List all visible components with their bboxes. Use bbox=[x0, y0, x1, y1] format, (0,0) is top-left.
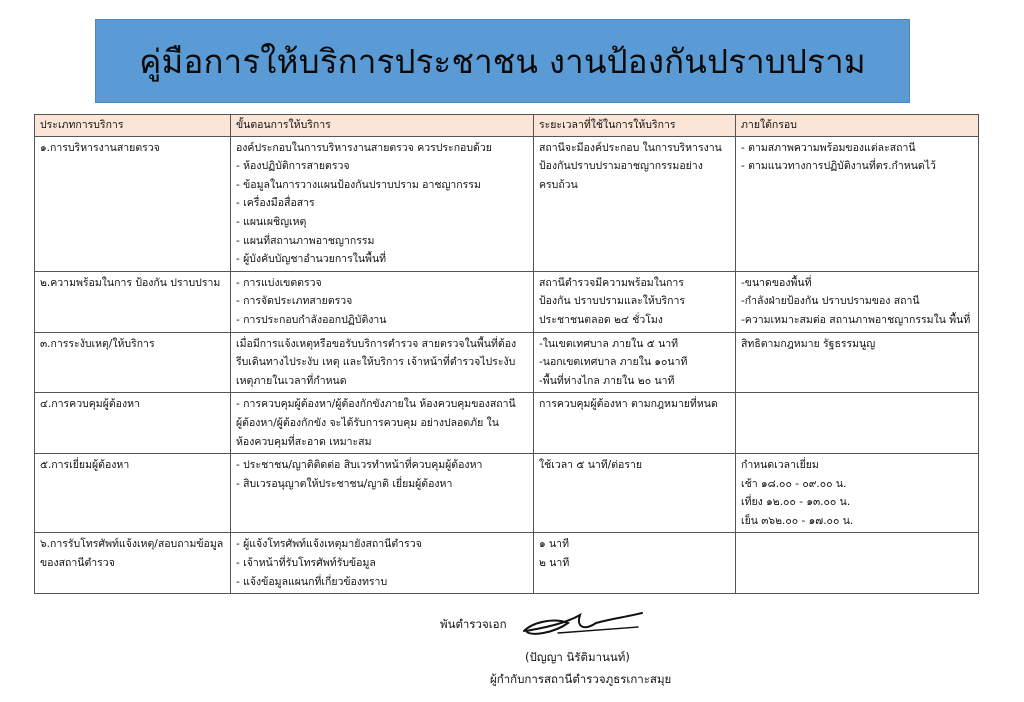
cell-text-line: -นอกเขตเทศบาล ภายใน ๑๐นาที bbox=[539, 356, 688, 369]
cell-text-line: ผู้ต้องหา/ผู้ต้องกักขัง จะได้รับการควบคุม อย่างปลอดภัย ใน bbox=[236, 416, 499, 429]
cell-text-line: - ผู้แจ้งโทรศัพท์แจ้งเหตุมายังสถานีตำรวจ bbox=[236, 538, 422, 551]
cell-text-line: สถานีจะมีองค์ประกอบ ในการบริหารงาน bbox=[539, 141, 722, 154]
cell-text-line: - สิบเวรอนุญาตให้ประชาชน/ญาติ เยี่ยมผู้ต้องหา bbox=[236, 477, 453, 490]
cell-text-line: -กำลังฝ่ายป้องกัน ปราบปรามของ สถานี bbox=[741, 295, 920, 308]
cell-text-line: เย็น ๓๖๒.๐๐ - ๑๗.๐๐ น. bbox=[741, 514, 854, 527]
cell-text-line: เช้า ๑๘.๐๐ - ๐๙.๐๐ น. bbox=[741, 477, 847, 490]
cell-text-line: ๒.ความพร้อมในการ ป้องกัน ปราบปราม bbox=[40, 276, 221, 289]
cell-text-line: - แจ้งข้อมูลแผนกที่เกี่ยวข้องทราบ bbox=[236, 575, 388, 588]
cell-service-time bbox=[534, 271, 736, 332]
cell-framework bbox=[736, 271, 979, 332]
header-service-time: ระยะเวลาที่ใช้ในการให้บริการ bbox=[534, 115, 736, 137]
cell-text-line: องค์ประกอบในการบริหารงานสายตรวจ ควรประกอบด้วย bbox=[236, 141, 492, 154]
cell-text-line: - ตามสภาพความพร้อมของแต่ละสถานี bbox=[741, 141, 916, 154]
cell-service-time bbox=[534, 332, 736, 393]
header-service-steps: ขั้นตอนการให้บริการ bbox=[231, 115, 534, 137]
cell-text-line: ใช้เวลา ๕ นาที/ต่อราย bbox=[539, 459, 643, 472]
cell-text-line: - การแบ่งเขตตรวจ bbox=[236, 276, 322, 289]
cell-text-line: ป้องกันปราบปรามอาชญากรรมอย่าง bbox=[539, 160, 703, 173]
cell-framework bbox=[736, 533, 979, 594]
header-framework: ภายใต้กรอบ bbox=[736, 115, 979, 137]
table-row bbox=[35, 271, 979, 332]
header-service-type: ประเภทการบริการ bbox=[35, 115, 231, 137]
table-row bbox=[35, 454, 979, 533]
cell-text-line: -ขนาดของพื้นที่ bbox=[741, 276, 812, 289]
cell-service-type bbox=[35, 332, 231, 393]
cell-text-line: ของสถานีตำรวจ bbox=[40, 557, 115, 570]
cell-service-type bbox=[35, 136, 231, 271]
cell-text-line: สถานีตำรวจมีความพร้อมในการ bbox=[539, 276, 684, 289]
cell-service-steps bbox=[231, 271, 534, 332]
handwritten-signature bbox=[518, 603, 648, 639]
cell-text-line: กำหนดเวลาเยี่ยม bbox=[741, 459, 819, 472]
cell-text-line: ๒ นาที bbox=[539, 557, 570, 570]
cell-text-line: - แผนที่สถานภาพอาชญากรรม bbox=[236, 234, 375, 247]
signature-name: (ปัญญา นิรัติมานนท์) bbox=[525, 650, 630, 664]
cell-text-line: -ในเขตเทศบาล ภายใน ๕ นาที bbox=[539, 337, 679, 350]
cell-text-line: ป้องกัน ปราบปรามและให้บริการ bbox=[539, 295, 686, 308]
cell-service-time bbox=[534, 136, 736, 271]
cell-service-type bbox=[35, 271, 231, 332]
cell-text-line: - ข้อมูลในการวางแผนป้องกันปราบปราม อาชญากรรม bbox=[236, 178, 481, 191]
cell-text-line: - ประชาชน/ญาติติดต่อ สิบเวรทำหน้าที่ควบคุมผู้ต้องหา bbox=[236, 459, 483, 472]
cell-framework bbox=[736, 332, 979, 393]
cell-service-steps bbox=[231, 533, 534, 594]
cell-text-line: - แผนเผชิญเหตุ bbox=[236, 215, 307, 228]
cell-text-line: - เครื่องมือสื่อสาร bbox=[236, 197, 315, 210]
cell-text-line: สิทธิตามกฎหมาย รัฐธรรมนูญ bbox=[741, 337, 876, 350]
cell-text-line: ๖.การรับโทรศัพท์แจ้งเหตุ/สอบถามข้อมูล bbox=[40, 538, 224, 551]
table-row bbox=[35, 136, 979, 271]
cell-text-line: ห้องควบคุมที่สะอาด เหมาะสม bbox=[236, 435, 372, 448]
cell-text-line: ประชาชนตลอด ๒๔ ชั่วโมง bbox=[539, 313, 663, 326]
cell-text-line: -ความเหมาะสมต่อ สถานภาพอาชญากรรมใน พื้นที่ bbox=[741, 313, 971, 326]
title-banner bbox=[95, 19, 910, 103]
cell-text-line: เที่ยง ๑๒.๐๐ - ๑๓.๐๐ น. bbox=[741, 496, 851, 509]
cell-text-line: ๑ นาที bbox=[539, 538, 569, 551]
cell-service-type bbox=[35, 454, 231, 533]
table-body bbox=[35, 136, 979, 594]
service-table bbox=[34, 114, 979, 594]
cell-text-line: - การจัดประเภทสายตรวจ bbox=[236, 295, 353, 308]
cell-text-line: เหตุภายในเวลาที่กำหนด bbox=[236, 374, 347, 387]
page-title: คู่มือการให้บริการประชาชน งานป้องกันปราบปราม bbox=[139, 41, 866, 81]
cell-service-steps bbox=[231, 332, 534, 393]
cell-text-line: ๑.การบริหารงานสายตรวจ bbox=[40, 141, 160, 154]
cell-framework bbox=[736, 393, 979, 454]
cell-text-line: - การควบคุมผู้ต้องหา/ผู้ต้องกักขังภายใน ห้องควบคุมของสถานี bbox=[236, 398, 516, 411]
table-row bbox=[35, 393, 979, 454]
cell-service-steps bbox=[231, 393, 534, 454]
cell-service-type bbox=[35, 533, 231, 594]
cell-text-line: ๓.การระงับเหตุ/ให้บริการ bbox=[40, 337, 155, 350]
cell-service-time bbox=[534, 533, 736, 594]
cell-text-line: - ตามแนวทางการปฏิบัติงานที่ตร.กำหนดไว้ bbox=[741, 160, 936, 173]
cell-framework bbox=[736, 136, 979, 271]
cell-service-steps bbox=[231, 454, 534, 533]
signature-position: ผู้กำกับการสถานีตำรวจภูธรเกาะสมุย bbox=[490, 672, 672, 686]
cell-service-time bbox=[534, 454, 736, 533]
table-row bbox=[35, 533, 979, 594]
cell-text-line: - ผู้บังคับบัญชาอำนวยการในพื้นที่ bbox=[236, 253, 387, 266]
cell-framework bbox=[736, 454, 979, 533]
cell-text-line: ๔.การควบคุมผู้ต้องหา bbox=[40, 398, 140, 411]
cell-text-line: -พื้นที่ห่างไกล ภายใน ๒๐ นาที bbox=[539, 374, 675, 387]
cell-text-line: - ห้องปฏิบัติการสายตรวจ bbox=[236, 160, 350, 173]
cell-service-steps bbox=[231, 136, 534, 271]
signature-rank: พันตำรวจเอก bbox=[440, 617, 507, 631]
table-row bbox=[35, 332, 979, 393]
table-header-row bbox=[35, 115, 979, 137]
cell-text-line: การควบคุมผู้ต้องหา ตามกฎหมายที่หนด bbox=[539, 398, 718, 411]
cell-text-line: ๕.การเยี่ยมผู้ต้องหา bbox=[40, 459, 130, 472]
cell-service-time bbox=[534, 393, 736, 454]
cell-service-type bbox=[35, 393, 231, 454]
cell-text-line: - การประกอบกำลังออกปฏิบัติงาน bbox=[236, 313, 387, 326]
cell-text-line: รีบเดินทางไประงับ เหตุ และให้บริการ เจ้าหน้าที่ตำรวจไประงับ bbox=[236, 356, 516, 369]
cell-text-line: ครบถ้วน bbox=[539, 178, 578, 191]
cell-text-line: เมื่อมีการแจ้งเหตุหรือขอรับบริการตำรวจ สายตรวจในพื้นที่ต้อง bbox=[236, 337, 517, 350]
cell-text-line: - เจ้าหน้าที่รับโทรศัพท์รับข้อมูล bbox=[236, 557, 376, 570]
